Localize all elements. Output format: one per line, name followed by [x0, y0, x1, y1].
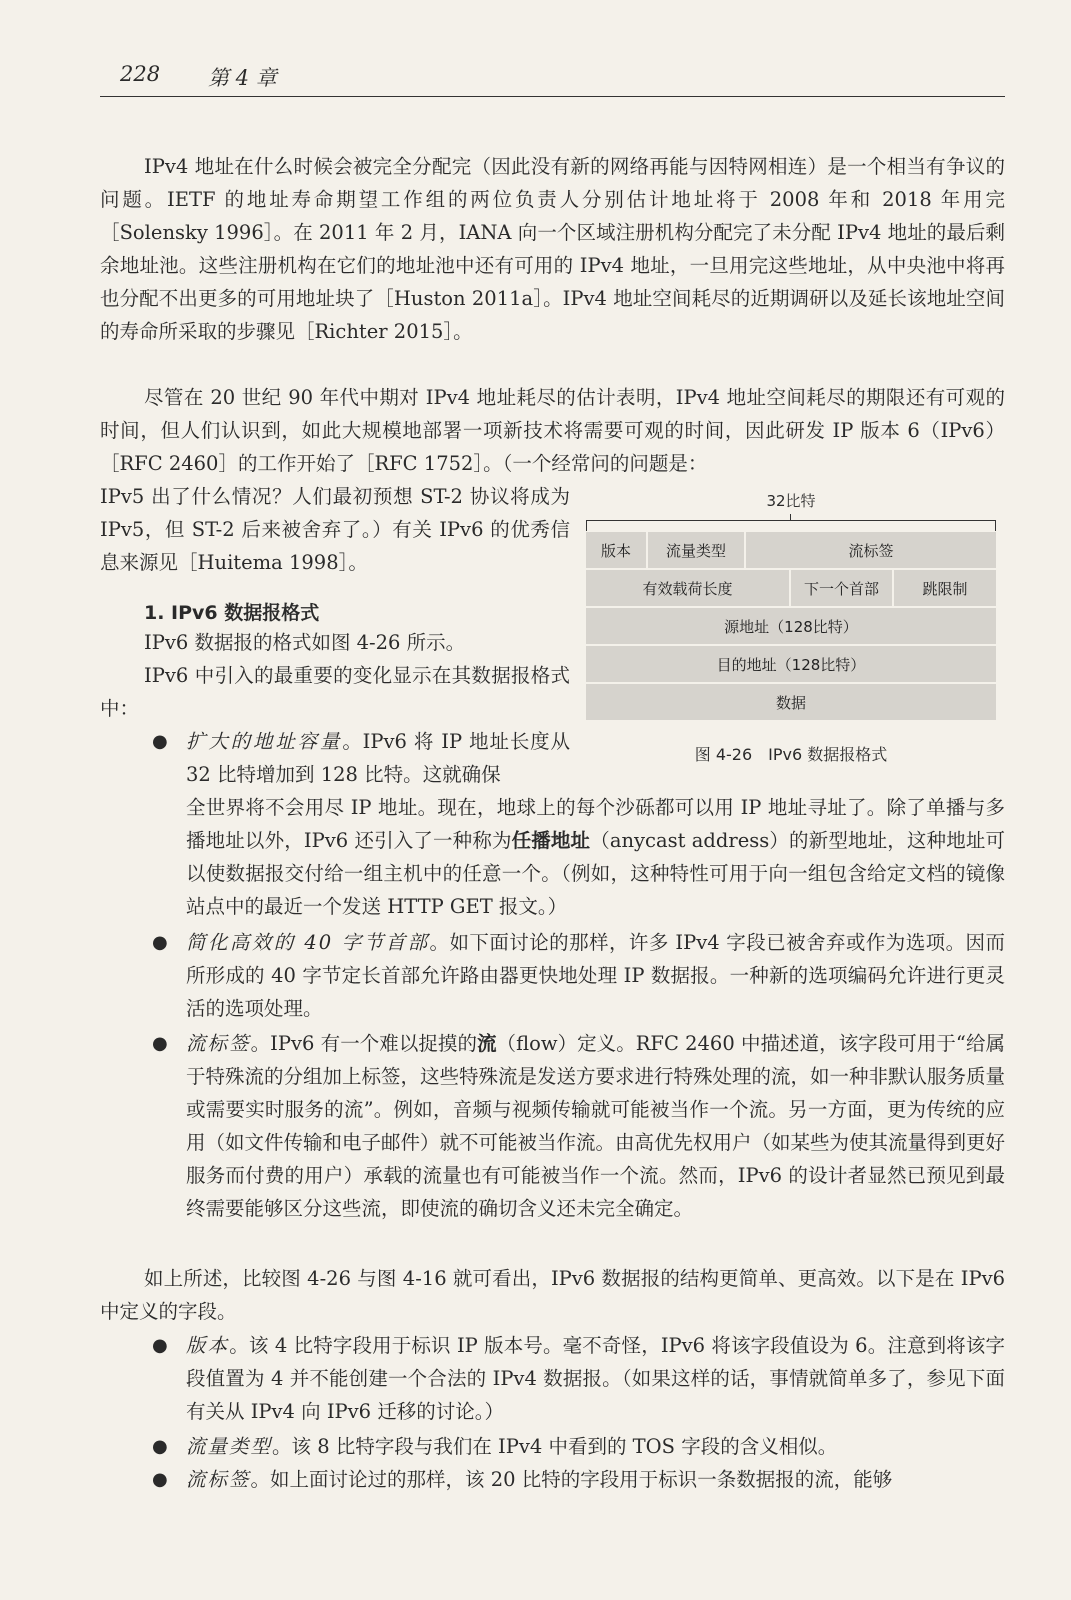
bullet-term: 流标签	[186, 1468, 251, 1491]
bullet-header-40-bytes	[152, 926, 1005, 1025]
paragraph-fields-intro: 如上所述，比较图 4-26 与图 4-16 就可看出，IPv6 数据报的结构更简单、更高效。以下是在 IPv6 中定义的字段。	[100, 1267, 1005, 1323]
field-destination-address: 目的地址（128比特）	[586, 646, 996, 682]
bullet-term: 流标签	[186, 1032, 251, 1055]
figure-bits-label: 32比特	[766, 492, 816, 510]
field-source-address: 源地址（128比特）	[586, 608, 996, 644]
figure-row	[586, 684, 996, 720]
bullet-dot-icon: ●	[152, 1335, 168, 1356]
figure-row	[586, 532, 996, 568]
bullet-dot-icon: ●	[152, 1436, 168, 1457]
bullet-flow-label-field	[152, 1463, 1005, 1496]
figure-row	[586, 646, 996, 682]
bullet-text: 。该 4 比特字段用于标识 IP 版本号。毫不奇怪，IPv6 将该字段值设为 6。注意到将该字段值置为 4 并不能创建一个合法的 IPv4 数据报。（如果这样的话，事情就简单多了，参见下面有关从 IPv4 向 IPv6 迁移的讨论。）	[186, 1334, 1005, 1423]
field-version: 版本	[586, 532, 648, 568]
chapter-title: 第 4 章	[208, 66, 277, 90]
bullet-address-capacity-cont	[186, 791, 1005, 923]
page-number: 228	[120, 62, 161, 86]
bullet-text: （anycast address）的新型地址，这种地址可以使数据报交付给一组主机中的任意一个。（例如，这种特性可用于向一组包含给定文档的镜像站点中的最近一个发送 HTTP GET 报文。）	[186, 829, 1005, 918]
figure-row	[586, 570, 996, 606]
bullet-term: 扩大的地址容量	[186, 730, 343, 753]
page-header	[100, 62, 1005, 97]
paragraph-changes-intro: IPv6 中引入的最重要的变化显示在其数据报格式中：	[100, 664, 570, 720]
section-heading: 1. IPv6 数据报格式	[144, 602, 320, 624]
bullet-text: 。该 8 比特字段与我们在 IPv4 中看到的 TOS 字段的含义相似。	[272, 1435, 838, 1458]
figure-caption: 图 4-26 IPv6 数据报格式	[694, 745, 888, 764]
paragraph-ipv5-question: IPv5 出了什么情况？人们最初预想 ST-2 协议将成为 IPv5，但 ST-2 后来被舍弃了。）有关 IPv6 的优秀信息来源见［Huitema 1998］。	[100, 485, 570, 574]
bullet-text: 。IPv6 有一个难以捉摸的	[250, 1032, 477, 1055]
field-data: 数据	[586, 684, 996, 720]
field-traffic-class: 流量类型	[648, 532, 746, 568]
bullet-dot-icon: ●	[152, 1469, 168, 1490]
bullet-dot-icon: ●	[152, 731, 168, 752]
ipv6-datagram-figure	[586, 490, 1006, 770]
bullet-text: 。IPv6 将 IP 地址长度从 32 比特增加到 128 比特。这就确保	[186, 730, 570, 786]
bullet-dot-icon: ●	[152, 1033, 168, 1054]
bullet-text: （flow）定义。RFC 2460 中描述道，该字段可用于“给属于特殊流的分组加上标签，这些特殊流是发送方要求进行特殊处理的流，如一种非默认服务质量或需要实时服务的流”。例如，音频与视频传输就可能被当作一个流。另一方面，更为传统的应用（如文件传输和电子邮件）就不可能被当作流。由高优先权用户（如某些为使其流量得到更好服务而付费的用户）承载的流量也有可能被当作一个流。然而，IPv6 的设计者显然已预见到最终需要能够区分这些流，即使流的确切含义还未完全确定。	[186, 1032, 1006, 1220]
paragraph-ipv4-exhaustion: IPv4 地址在什么时候会被完全分配完（因此没有新的网络再能与因特网相连）是一个相当有争议的问题。IETF 的地址寿命期望工作组的两位负责人分别估计地址将于 2008 年和 2018 年用完［Solensky 1996］。在 2011 年 2 月，IANA 向一个区域注册机构分配完了未分配 IPv4 地址的最后剩余地址池。这些注册机构在它们的地址池中还有可用的 IPv4 地址，一旦用完这些地址，从中央池中将再也分配不出更多的可用地址块了［Huston 2011a］。IPv4 地址空间耗尽的近期调研以及延长该地址空间的寿命所采取的步骤见［Richter 2015］。	[100, 155, 1005, 343]
bold-term-flow: 流	[477, 1032, 497, 1055]
bullet-term: 流量类型	[186, 1435, 273, 1458]
width-bracket	[586, 520, 996, 531]
bold-term-anycast: 任播地址	[511, 829, 591, 852]
bullet-dot-icon: ●	[152, 932, 168, 953]
bullet-text: 。如下面讨论的那样，许多 IPv4 字段已被舍弃或作为选项。因而所形成的 40 字节定长首部允许路由器更快地处理 IP 数据报。一种新的选项编码允许进行更灵活的选项处理。	[186, 931, 1005, 1020]
paragraph-ipv6-development: 尽管在 20 世纪 90 年代中期对 IPv4 地址耗尽的估计表明，IPv4 地址空间耗尽的期限还有可观的时间，但人们认识到，如此大规模地部署一项新技术将需要可观的时间，因此研发 IP 版本 6（IPv6）［RFC 2460］的工作开始了［RFC 1752］。（一个经常问的问题是：	[100, 386, 1005, 475]
bullet-text: 全世界将不会用尽 IP 地址。现在，地球上的每个沙砾都可以用 IP 地址寻址了。除了单播与多播地址以外，IPv6 还引入了一种称为	[186, 796, 1005, 852]
bullet-term: 简化高效的 40 字节首部	[186, 931, 430, 954]
bullet-term: 版本	[186, 1334, 230, 1357]
paragraph-format-intro: IPv6 数据报的格式如图 4-26 所示。	[144, 631, 466, 654]
field-flow-label: 流标签	[746, 532, 996, 568]
bullet-traffic-class	[152, 1430, 1005, 1463]
figure-row	[586, 608, 996, 644]
bullet-text: 。如上面讨论过的那样，该 20 比特的字段用于标识一条数据报的流，能够	[250, 1468, 893, 1491]
bullet-version	[152, 1329, 1005, 1428]
datagram-fields-grid	[586, 532, 996, 722]
bullet-address-capacity	[152, 725, 570, 791]
field-payload-length: 有效载荷长度	[586, 570, 791, 606]
field-hop-limit: 跳限制	[894, 570, 996, 606]
field-next-header: 下一个首部	[791, 570, 894, 606]
bullet-flow-label	[152, 1027, 1006, 1225]
